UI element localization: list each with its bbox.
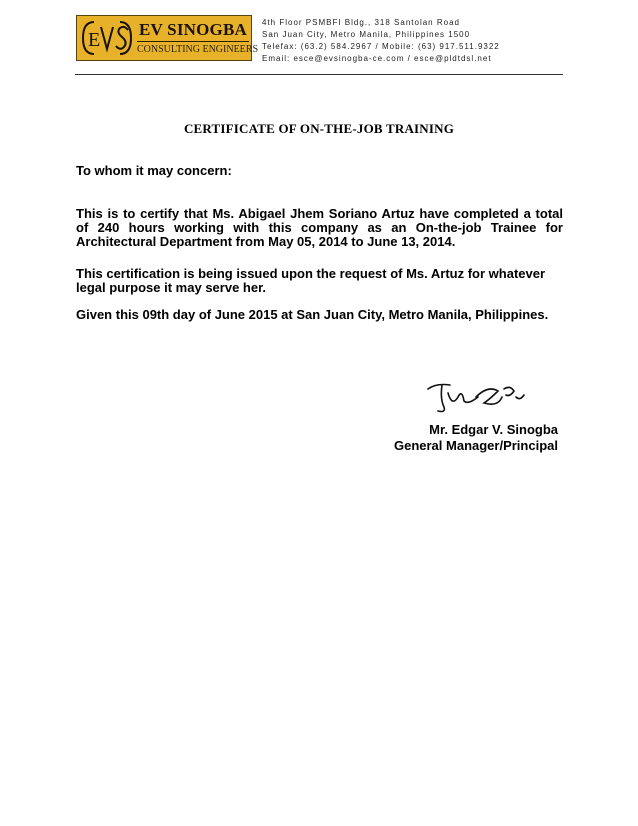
address-line-2: San Juan City, Metro Manila, Philippines 1500	[262, 30, 471, 39]
handwritten-signature	[418, 377, 530, 417]
signatory-block	[394, 422, 558, 454]
date-place-paragraph: Given this 09th day of June 2015 at San Juan City, Metro Manila, Philippines.	[76, 307, 549, 322]
salutation: To whom it may concern:	[76, 163, 232, 178]
address-line-1: 4th Floor PSMBFI Bldg., 318 Santolan Road	[262, 18, 460, 27]
address-line-telefax: Telefax: (63.2) 584.2967 / Mobile: (63) 917.511.9322	[262, 42, 500, 51]
certificate-title: CERTIFICATE OF ON-THE-JOB TRAINING	[183, 121, 455, 136]
logo-divider	[137, 41, 249, 42]
purpose-paragraph: This certification is being issued upon the request of Ms. Artuz for whatever legal purpose it may serve her.	[76, 266, 546, 295]
letterhead-address	[262, 17, 500, 65]
svg-text:E: E	[88, 29, 101, 51]
logo-company-name: EV SINOGBA	[139, 20, 247, 39]
address-line-email: Email: esce@evsinogba-ce.com / esce@pldtdsl.net	[262, 54, 492, 63]
logo-tagline: CONSULTING ENGINEERS	[137, 44, 259, 55]
company-logo	[76, 15, 259, 61]
signer-name: Mr. Edgar V. Sinogba	[429, 422, 558, 437]
signer-title: General Manager/Principal	[393, 438, 558, 453]
header-divider	[75, 74, 563, 75]
evs-logo-icon	[80, 19, 134, 57]
certification-paragraph: This is to certify that Ms. Abigael Jhem Soriano Artuz have completed a total of 240 hours working with this company as an On-the-job Trainee for Architectural Department from May 05, 2014 to June 13, 2014.	[76, 206, 563, 249]
